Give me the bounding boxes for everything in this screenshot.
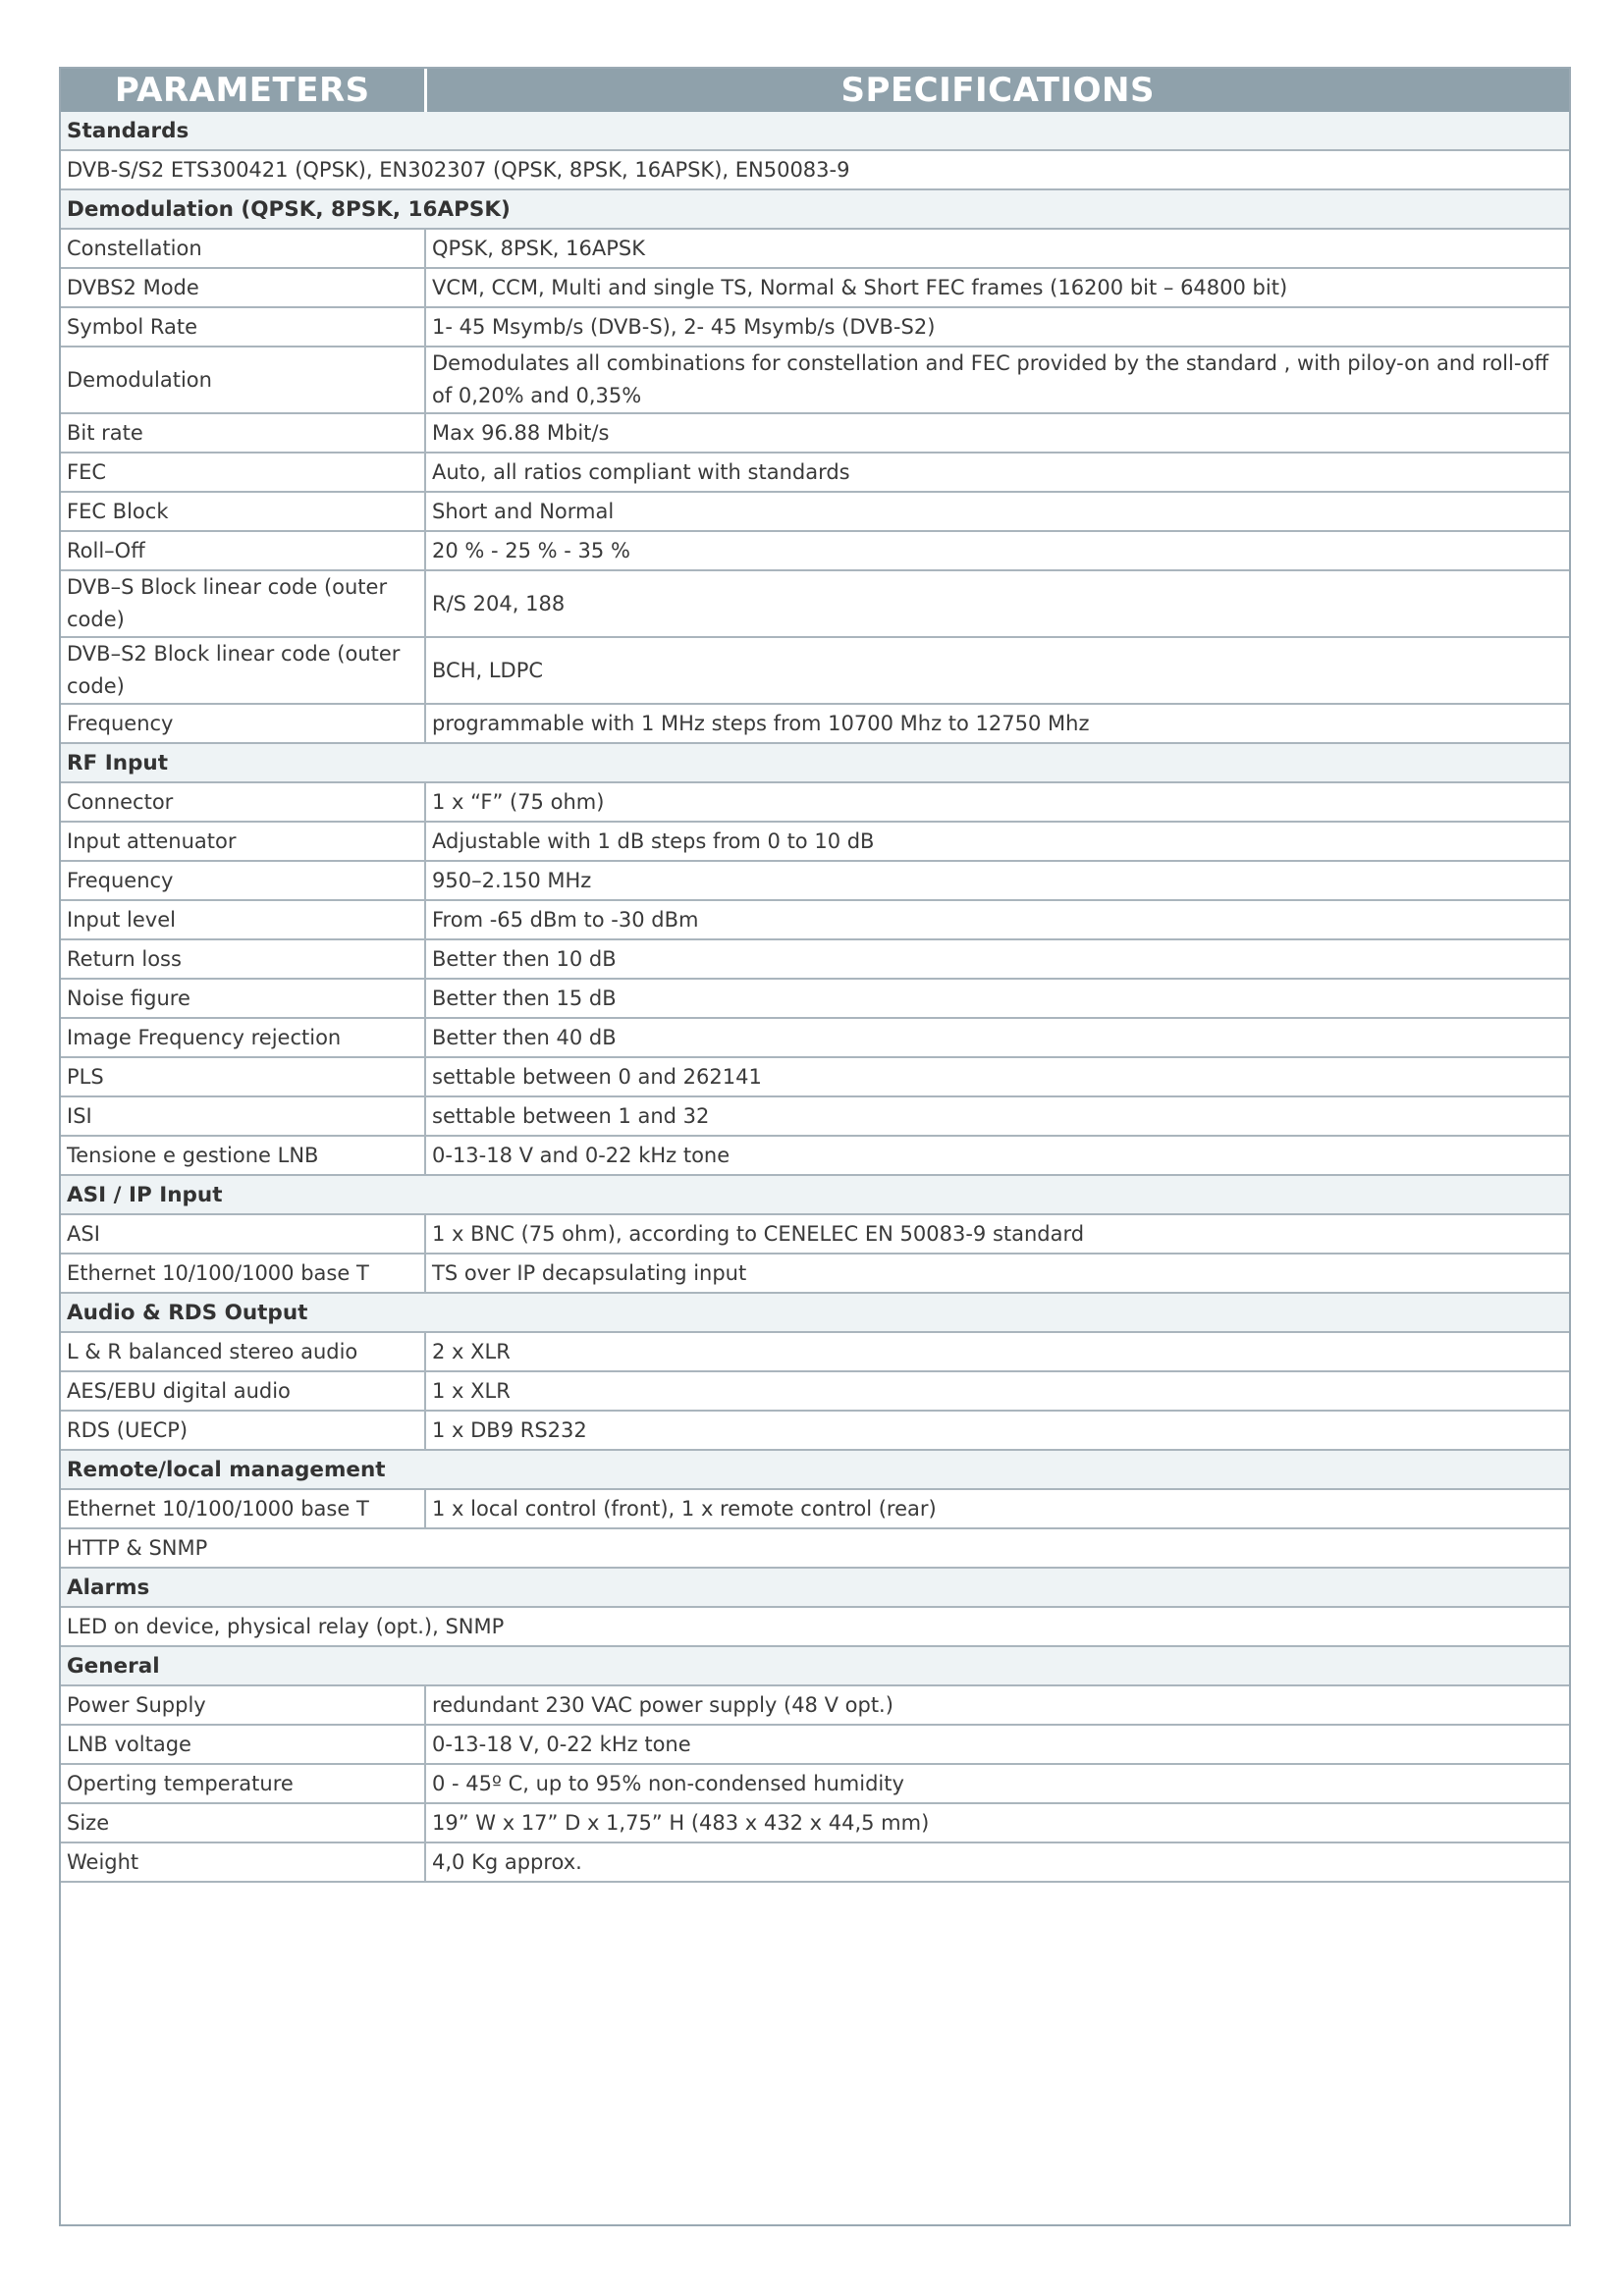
section-header-row <box>61 189 1569 229</box>
table-row <box>61 1764 1569 1803</box>
parameter-cell: DVBS2 Mode <box>61 268 425 307</box>
table-row <box>61 347 1569 413</box>
section-title: ASI / IP Input <box>61 1175 1569 1214</box>
table-row <box>61 822 1569 861</box>
section-header-row <box>61 1450 1569 1489</box>
specification-cell: 1 x local control (front), 1 x remote control (rear) <box>425 1489 1569 1528</box>
table-row <box>61 1096 1569 1136</box>
parameter-cell: L & R balanced stereo audio <box>61 1332 425 1371</box>
parameter-cell: ASI <box>61 1214 425 1254</box>
parameter-cell: Input level <box>61 900 425 939</box>
section-title: RF Input <box>61 743 1569 782</box>
table-row <box>61 492 1569 531</box>
table-row <box>61 1018 1569 1057</box>
table-row <box>61 1254 1569 1293</box>
specification-cell: 950–2.150 MHz <box>425 861 1569 900</box>
parameter-cell: FEC Block <box>61 492 425 531</box>
specification-cell: 4,0 Kg approx. <box>425 1842 1569 1882</box>
full-width-cell: HTTP & SNMP <box>61 1528 1569 1568</box>
section-header-row <box>61 1568 1569 1607</box>
parameter-cell: Bit rate <box>61 413 425 453</box>
specification-cell: programmable with 1 MHz steps from 10700 Mhz to 12750 Mhz <box>425 704 1569 743</box>
specification-cell: Adjustable with 1 dB steps from 0 to 10 dB <box>425 822 1569 861</box>
specification-cell: settable between 0 and 262141 <box>425 1057 1569 1096</box>
parameter-cell: Frequency <box>61 861 425 900</box>
specification-cell: Better then 15 dB <box>425 979 1569 1018</box>
spec-table <box>61 69 1569 1883</box>
table-row <box>61 1528 1569 1568</box>
table-row <box>61 453 1569 492</box>
parameter-cell: Tensione e gestione LNB <box>61 1136 425 1175</box>
table-row <box>61 1489 1569 1528</box>
table-row <box>61 1725 1569 1764</box>
specification-cell: redundant 230 VAC power supply (48 V opt.) <box>425 1685 1569 1725</box>
parameter-cell: Symbol Rate <box>61 307 425 347</box>
specification-cell: QPSK, 8PSK, 16APSK <box>425 229 1569 268</box>
table-row <box>61 782 1569 822</box>
parameter-cell: Connector <box>61 782 425 822</box>
table-row <box>61 570 1569 637</box>
table-row <box>61 1136 1569 1175</box>
table-row <box>61 1607 1569 1646</box>
specification-cell: TS over IP decapsulating input <box>425 1254 1569 1293</box>
section-header-row <box>61 112 1569 150</box>
parameter-cell: Constellation <box>61 229 425 268</box>
header-parameters: PARAMETERS <box>61 69 425 112</box>
table-row <box>61 1214 1569 1254</box>
parameter-cell: Noise figure <box>61 979 425 1018</box>
parameter-cell: ISI <box>61 1096 425 1136</box>
parameter-cell: Demodulation <box>61 347 425 413</box>
table-row <box>61 637 1569 704</box>
section-title: Demodulation (QPSK, 8PSK, 16APSK) <box>61 189 1569 229</box>
specification-cell: Auto, all ratios compliant with standards <box>425 453 1569 492</box>
section-title: Audio & RDS Output <box>61 1293 1569 1332</box>
section-header-row <box>61 1175 1569 1214</box>
table-row <box>61 1332 1569 1371</box>
specification-cell: 19” W x 17” D x 1,75” H (483 x 432 x 44,5 mm) <box>425 1803 1569 1842</box>
parameter-cell: Input attenuator <box>61 822 425 861</box>
specification-cell: 0-13-18 V, 0-22 kHz tone <box>425 1725 1569 1764</box>
table-row <box>61 1371 1569 1411</box>
specification-cell: R/S 204, 188 <box>425 570 1569 637</box>
parameter-cell: RDS (UECP) <box>61 1411 425 1450</box>
table-row <box>61 1411 1569 1450</box>
specification-cell: Better then 40 dB <box>425 1018 1569 1057</box>
specification-cell: 0 - 45º C, up to 95% non-condensed humidity <box>425 1764 1569 1803</box>
table-header <box>61 69 1569 112</box>
table-row <box>61 979 1569 1018</box>
table-row <box>61 1842 1569 1882</box>
specification-cell: 1 x “F” (75 ohm) <box>425 782 1569 822</box>
full-width-cell: DVB-S/S2 ETS300421 (QPSK), EN302307 (QPSK, 8PSK, 16APSK), EN50083-9 <box>61 150 1569 189</box>
parameter-cell: Size <box>61 1803 425 1842</box>
table-row <box>61 861 1569 900</box>
table-row <box>61 704 1569 743</box>
specification-cell: Max 96.88 Mbit/s <box>425 413 1569 453</box>
table-row <box>61 413 1569 453</box>
section-title: Alarms <box>61 1568 1569 1607</box>
specification-cell: 1- 45 Msymb/s (DVB-S), 2- 45 Msymb/s (DVB-S2) <box>425 307 1569 347</box>
parameter-cell: Operting temperature <box>61 1764 425 1803</box>
parameter-cell: AES/EBU digital audio <box>61 1371 425 1411</box>
parameter-cell: Weight <box>61 1842 425 1882</box>
section-header-row <box>61 1646 1569 1685</box>
parameter-cell: PLS <box>61 1057 425 1096</box>
specification-cell: Short and Normal <box>425 492 1569 531</box>
specification-cell: Better then 10 dB <box>425 939 1569 979</box>
parameter-cell: Ethernet 10/100/1000 base T <box>61 1489 425 1528</box>
parameter-cell: DVB–S Block linear code (outer code) <box>61 570 425 637</box>
specification-cell: 0-13-18 V and 0-22 kHz tone <box>425 1136 1569 1175</box>
specification-cell: VCM, CCM, Multi and single TS, Normal & Short FEC frames (16200 bit – 64800 bit) <box>425 268 1569 307</box>
parameter-cell: Return loss <box>61 939 425 979</box>
specification-cell: settable between 1 and 32 <box>425 1096 1569 1136</box>
spec-sheet-frame <box>59 67 1571 2226</box>
table-row <box>61 307 1569 347</box>
specification-cell: 1 x DB9 RS232 <box>425 1411 1569 1450</box>
section-title: Standards <box>61 112 1569 150</box>
table-row <box>61 900 1569 939</box>
table-row <box>61 1057 1569 1096</box>
table-row <box>61 531 1569 570</box>
table-row <box>61 1685 1569 1725</box>
table-row <box>61 229 1569 268</box>
full-width-cell: LED on device, physical relay (opt.), SNMP <box>61 1607 1569 1646</box>
specification-cell: 1 x XLR <box>425 1371 1569 1411</box>
specification-cell: Demodulates all combinations for constellation and FEC provided by the standard , with piloy-on and roll-off of 0,20% and 0,35% <box>425 347 1569 413</box>
table-body <box>61 112 1569 1882</box>
parameter-cell: Roll–Off <box>61 531 425 570</box>
parameter-cell: Frequency <box>61 704 425 743</box>
table-row <box>61 268 1569 307</box>
parameter-cell: Power Supply <box>61 1685 425 1725</box>
header-specifications: SPECIFICATIONS <box>425 69 1569 112</box>
specification-cell: 20 % - 25 % - 35 % <box>425 531 1569 570</box>
section-title: General <box>61 1646 1569 1685</box>
specification-cell: BCH, LDPC <box>425 637 1569 704</box>
parameter-cell: Ethernet 10/100/1000 base T <box>61 1254 425 1293</box>
parameter-cell: DVB–S2 Block linear code (outer code) <box>61 637 425 704</box>
table-row <box>61 939 1569 979</box>
section-header-row <box>61 1293 1569 1332</box>
specification-cell: From -65 dBm to -30 dBm <box>425 900 1569 939</box>
table-row <box>61 150 1569 189</box>
parameter-cell: LNB voltage <box>61 1725 425 1764</box>
section-title: Remote/local management <box>61 1450 1569 1489</box>
specification-cell: 1 x BNC (75 ohm), according to CENELEC EN 50083-9 standard <box>425 1214 1569 1254</box>
parameter-cell: FEC <box>61 453 425 492</box>
section-header-row <box>61 743 1569 782</box>
parameter-cell: Image Frequency rejection <box>61 1018 425 1057</box>
header-row <box>61 69 1569 112</box>
specification-cell: 2 x XLR <box>425 1332 1569 1371</box>
table-row <box>61 1803 1569 1842</box>
